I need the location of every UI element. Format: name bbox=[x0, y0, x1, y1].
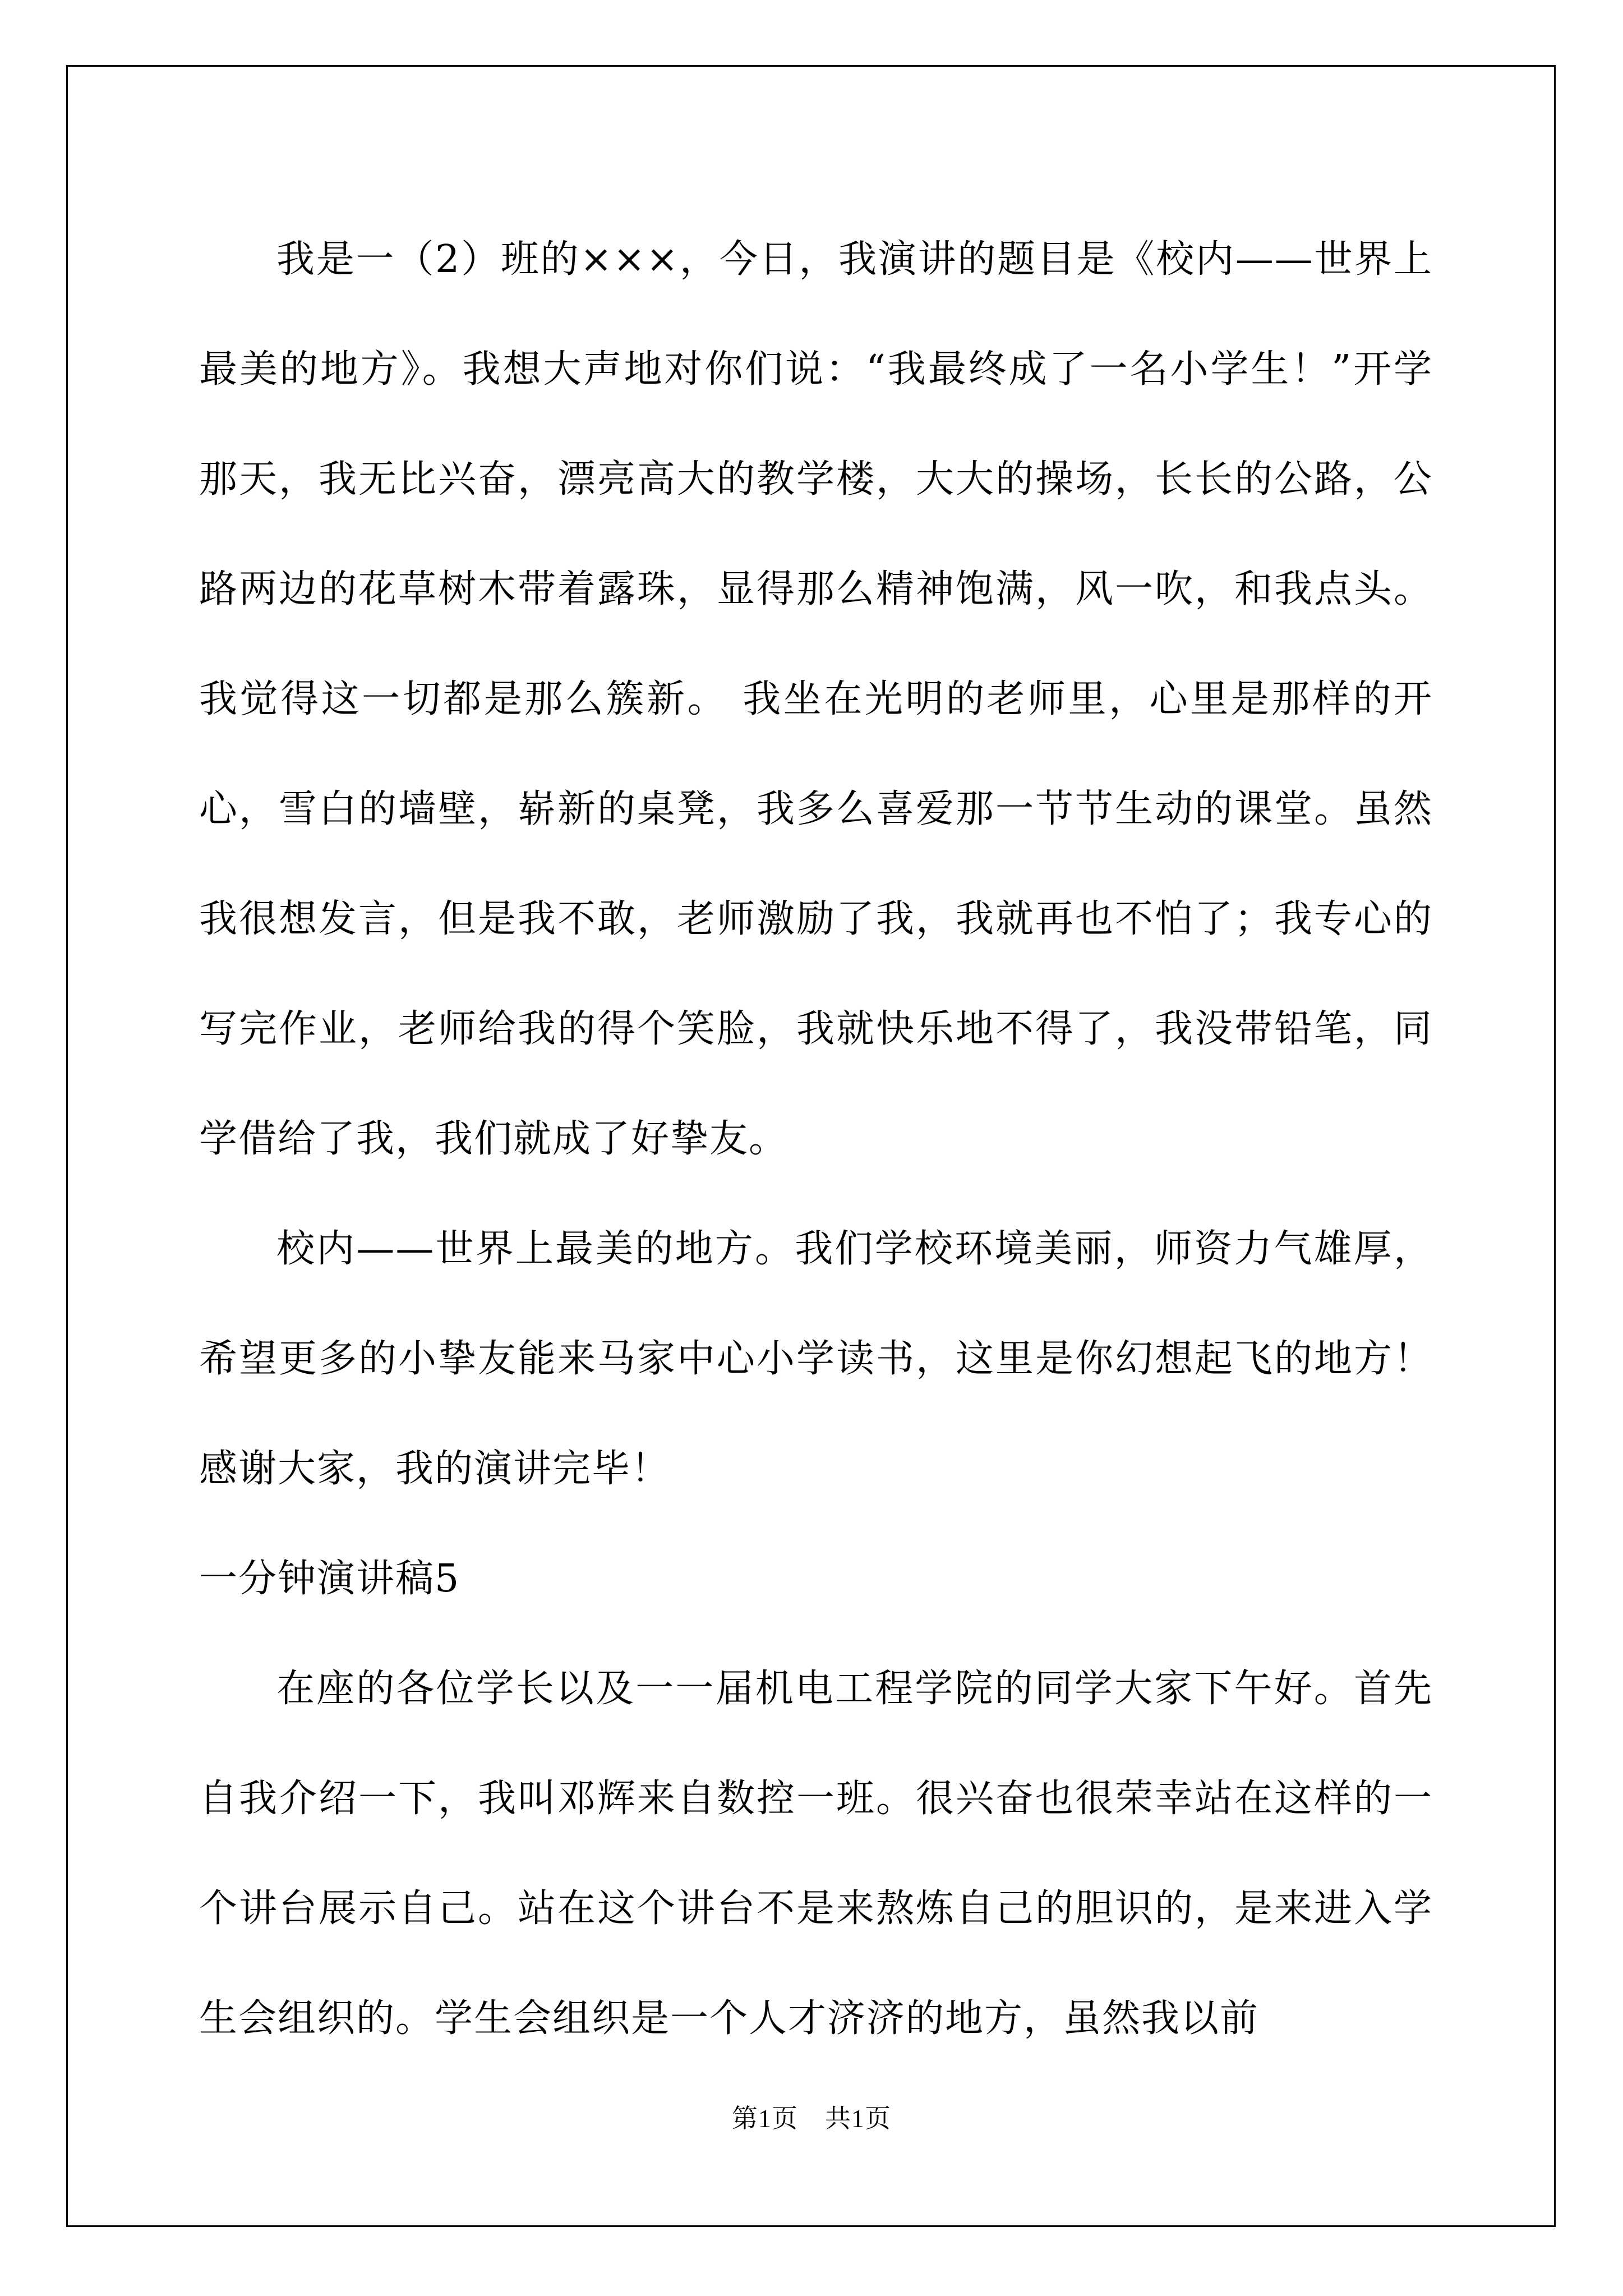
document-body bbox=[199, 205, 1433, 2074]
paragraph-3: 在座的各位学长以及一一届机电工程学院的同学大家下午好。首先自我介绍一下，我叫邓辉来自数控一班。很兴奋也很荣幸站在这样的一个讲台展示自己。站在这个讲台不是来熬炼自己的胆识的，是来进入学生会组织的。学生会组织是一个人才济济的地方，虽然我以前 bbox=[199, 1667, 1433, 2041]
section-heading: 一分钟演讲稿5 bbox=[199, 1557, 460, 1601]
page-total: 共1页 bbox=[825, 2104, 891, 2133]
paragraph-1: 我是一（2）班的×××，今日，我演讲的题目是《校内——世界上最美的地方》。我想大声地对你们说：“我最终成了一名小学生！”开学那天，我无比兴奋，漂亮高大的教学楼，大大的操场，长长的公路，公路两边的花草树木带着露珠，显得那么精神饱满，风一吹，和我点头。我觉得这一切都是那么簇新。 我坐在光明的老师里，心里是那样的开心，雪白的墙壁，崭新的桌凳，我多么喜爱那一节节生动的课堂。虽然我很想发言，但是我不敢，老师激励了我，我就再也不怕了；我专心的写完作业，老师给我的得个笑脸，我就快乐地不得了，我没带铅笔，同学借给了我，我们就成了好挚友。 bbox=[199, 237, 1433, 1161]
page-number: 第1页 bbox=[732, 2104, 798, 2133]
paragraph-2: 校内——世界上最美的地方。我们学校环境美丽，师资力气雄厚，希望更多的小挚友能来马家中心小学读书，这里是你幻想起飞的地方！感谢大家，我的演讲完毕！ bbox=[199, 1227, 1433, 1491]
page-footer bbox=[0, 2098, 1623, 2135]
